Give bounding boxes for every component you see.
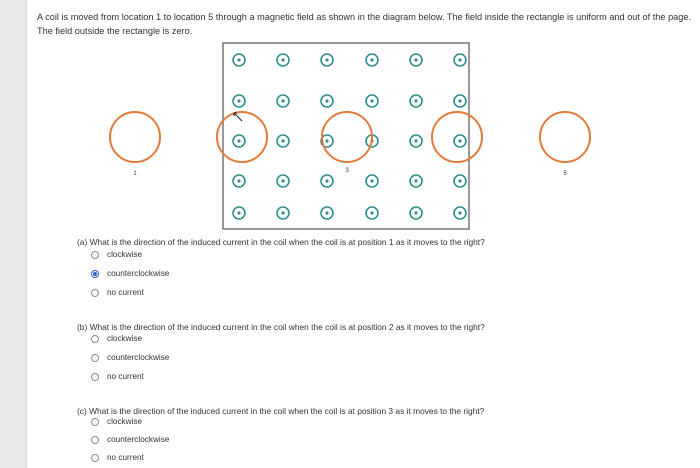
question-a-option-clockwise[interactable] (91, 250, 142, 259)
out-of-page-dot-icon (321, 175, 333, 187)
out-of-page-dot-icon (277, 54, 289, 66)
out-of-page-dot-icon (410, 175, 422, 187)
out-of-page-dot-icon (321, 95, 333, 107)
out-of-page-dot-icon (321, 207, 333, 219)
option-label: counterclockwise (107, 353, 170, 362)
out-of-page-dot-icon (233, 135, 245, 147)
magnetic-field-diagram (27, 0, 700, 230)
out-of-page-dot-icon (233, 54, 245, 66)
out-of-page-dot-icon (366, 95, 378, 107)
radio-button[interactable] (91, 454, 99, 462)
option-label: counterclockwise (107, 435, 170, 444)
option-label: no current (107, 453, 144, 462)
option-label: no current (107, 372, 144, 381)
out-of-page-dot-icon (366, 175, 378, 187)
question-c-option-no-current[interactable] (91, 453, 144, 462)
question-a-option-counterclockwise[interactable] (91, 269, 169, 278)
out-of-page-dot-icon (410, 54, 422, 66)
radio-button[interactable] (91, 436, 99, 444)
out-of-page-dot-icon (321, 54, 333, 66)
out-of-page-dot-icon (233, 207, 245, 219)
option-label: clockwise (107, 334, 143, 343)
out-of-page-dot-icon (454, 135, 466, 147)
question-b-option-counterclockwise[interactable] (91, 353, 169, 362)
motion-arrow-icon (234, 113, 242, 121)
out-of-page-dot-icon (410, 135, 422, 147)
radio-button[interactable] (91, 354, 99, 362)
radio-button[interactable] (91, 251, 99, 259)
out-of-page-dot-icon (410, 207, 422, 219)
option-label: clockwise (107, 417, 143, 426)
question-b-option-clockwise[interactable] (91, 334, 142, 343)
problem-page (26, 0, 700, 468)
position-label: 5 (563, 171, 567, 177)
out-of-page-dot-icon (277, 175, 289, 187)
question-c-option-counterclockwise[interactable] (91, 435, 169, 444)
out-of-page-dot-icon (277, 95, 289, 107)
coil-position-5 (540, 112, 590, 162)
out-of-page-dot-icon (410, 95, 422, 107)
coil-position-1 (110, 112, 160, 162)
question-c-option-clockwise[interactable] (91, 417, 142, 426)
out-of-page-dot-icon (454, 175, 466, 187)
option-label: counterclockwise (107, 269, 170, 278)
out-of-page-dot-icon (366, 207, 378, 219)
out-of-page-dot-icon (277, 135, 289, 147)
question-a-title: (a) What is the direction of the induced current in the coil when the coil is at position 1 as it moves to the right? (77, 237, 485, 247)
radio-button[interactable] (91, 373, 99, 381)
out-of-page-dot-icon (233, 175, 245, 187)
out-of-page-dot-icon (454, 95, 466, 107)
option-label: clockwise (107, 250, 143, 259)
position-label: 1 (133, 171, 137, 177)
question-b-title: (b) What is the direction of the induced current in the coil when the coil is at position 2 as it moves to the right? (77, 322, 485, 332)
out-of-page-dot-icon (277, 207, 289, 219)
out-of-page-dot-icon (454, 54, 466, 66)
position-label: 3 (345, 168, 349, 174)
option-label: no current (107, 288, 144, 297)
radio-button[interactable] (91, 418, 99, 426)
radio-button[interactable] (91, 335, 99, 343)
problem-intro: A coil is moved from location 1 to location 5 through a magnetic field as shown in the diagram below. The field inside the rectangle is uniform and out of the page. The field outside the rectangle is zero. (37, 12, 692, 36)
radio-button[interactable] (91, 270, 99, 278)
question-c-title: (c) What is the direction of the induced current in the coil when the coil is at position 3 as it moves to the right? (77, 406, 485, 416)
out-of-page-dot-icon (366, 54, 378, 66)
question-b-option-no-current[interactable] (91, 372, 144, 381)
out-of-page-dot-icon (233, 95, 245, 107)
radio-button[interactable] (91, 289, 99, 297)
out-of-page-dot-icon (454, 207, 466, 219)
question-a-option-no-current[interactable] (91, 288, 144, 297)
